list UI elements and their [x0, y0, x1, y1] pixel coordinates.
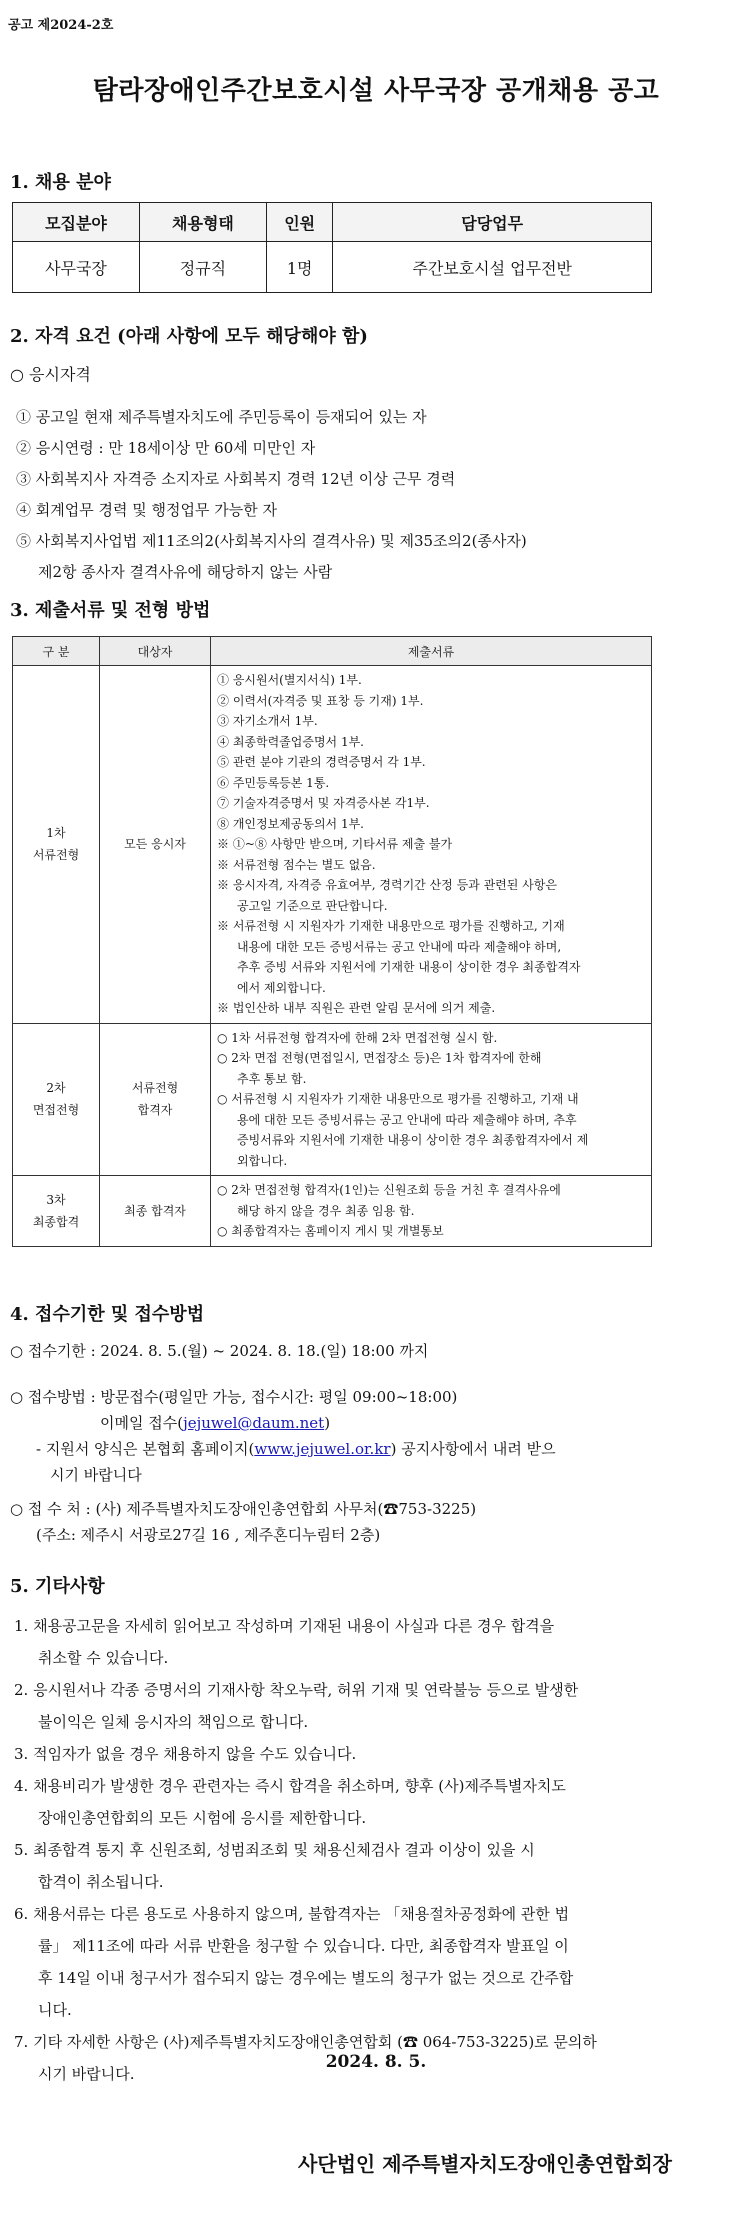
receipt-deadline: ○ 접수기한 : 2024. 8. 5.(월) ~ 2024. 8. 18.(일) 18:00 까지 — [10, 1342, 429, 1360]
header-stage: 구 분 — [13, 637, 100, 666]
table-row — [13, 1023, 652, 1176]
screening-table — [12, 636, 652, 1247]
misc-line: 합격이 취소됩니다. — [38, 1873, 164, 1891]
list-item: ③ 사회복지사 자격증 소지자로 사회복지 경력 12년 이상 근무 경력 — [16, 470, 456, 488]
misc-line: 5. 최종합격 통지 후 신원조회, 성범죄조회 및 채용신체검사 결과 이상이 있을 시 — [14, 1841, 535, 1859]
email-prefix: 이메일 접수( — [100, 1414, 184, 1432]
stage-text: 최종합격 — [32, 1214, 80, 1229]
form-suffix: ) 공지사항에서 내려 받으 — [390, 1440, 556, 1458]
cell-count: 1명 — [266, 242, 332, 293]
doc-line: ③ 자기소개서 1부. — [217, 714, 318, 728]
doc-line: ⑦ 기술자격증명서 및 자격증사본 각1부. — [217, 796, 430, 810]
target-text: 서류전형 — [131, 1081, 179, 1096]
section-receipt: 4. 접수기한 및 접수방법 — [10, 1304, 205, 1325]
section-recruit-field: 1. 채용 분야 — [10, 172, 111, 193]
table-row — [13, 242, 652, 293]
form-prefix: - 지원서 양식은 본협회 홈페이지( — [36, 1440, 255, 1458]
cell-duty: 주간보호시설 업무전반 — [333, 242, 652, 293]
table-row — [13, 666, 652, 1024]
section-qualification: 2. 자격 요건 (아래 사항에 모두 해당해야 함) — [10, 326, 368, 347]
cell-target — [100, 1023, 211, 1176]
receipt-method — [10, 1384, 690, 1488]
target-text: 모든 응시자 — [124, 837, 186, 852]
doc-line: ○ 2차 면접전형 합격자(1인)는 신원조회 등을 거친 후 결격사유에 — [217, 1183, 561, 1197]
misc-line: 취소할 수 있습니다. — [38, 1649, 169, 1667]
doc-line: ○ 1차 서류전형 합격자에 한해 2차 면접전형 실시 함. — [217, 1030, 498, 1045]
misc-line: 3. 적임자가 없을 경우 채용하지 않을 수도 있습니다. — [14, 1745, 357, 1763]
doc-line: ⑥ 주민등록등본 1통. — [217, 775, 330, 790]
page-title: 탐라장애인주간보호시설 사무국장 공개채용 공고 — [92, 76, 660, 106]
form-download-line — [10, 1436, 690, 1462]
target-text: 합격자 — [137, 1103, 173, 1118]
table-row — [13, 1176, 652, 1247]
section-documents: 3. 제출서류 및 전형 방법 — [10, 600, 211, 621]
list-item — [14, 1738, 674, 1770]
doc-line: ○ 최종합격자는 홈페이지 게시 및 개별통보 — [217, 1224, 444, 1238]
doc-line: ※ 서류전형 점수는 별도 없음. — [217, 857, 376, 872]
cell-stage — [13, 1176, 100, 1247]
qualification-list — [16, 402, 656, 588]
doc-line: ※ 서류전형 시 지원자가 기재한 내용만으로 평가를 진행하고, 기재 — [217, 919, 565, 933]
list-item — [14, 1674, 674, 1738]
misc-list — [14, 1610, 674, 2090]
header-docs: 제출서류 — [211, 637, 652, 666]
misc-line: 후 14일 이내 청구서가 접수되지 않는 경우에는 별도의 청구가 없는 것으로 간주합 — [38, 1969, 574, 1987]
notice-date: 2024. 8. 5. — [325, 2052, 427, 2072]
list-item — [14, 1834, 674, 1898]
list-item — [14, 1610, 674, 1674]
cell-type: 정규직 — [139, 242, 266, 293]
doc-line: ④ 최종학력졸업증명서 1부. — [217, 734, 364, 749]
doc-line: 증빙서류와 지원서에 기재한 내용이 상이한 경우 최종합격자에서 제 — [237, 1133, 589, 1147]
doc-line: ※ 법인산하 내부 직원은 관련 알림 문서에 의거 제출. — [217, 1001, 496, 1015]
notice-number: 공고 제2024-2호 — [8, 18, 114, 33]
doc-line: 추후 통보 함. — [237, 1071, 307, 1086]
cell-stage — [13, 666, 100, 1024]
target-text: 최종 합격자 — [124, 1203, 186, 1218]
doc-line: ○ 2차 면접 전형(면접일시, 면접장소 등)은 1차 합격자에 한해 — [217, 1051, 542, 1065]
doc-line: ⑧ 개인정보제공동의서 1부. — [217, 816, 364, 831]
doc-line: 내용에 대한 모든 증빙서류는 공고 안내에 따라 제출해야 하며, — [237, 939, 562, 954]
doc-line: 에서 제외합니다. — [237, 980, 326, 995]
doc-line: ① 응시원서(별지서식) 1부. — [217, 673, 362, 687]
misc-line: 4. 채용비리가 발생한 경우 관련자는 즉시 합격을 취소하며, 향후 (사)제주특별자치도 — [14, 1777, 566, 1795]
doc-line: ※ ①~⑧ 사항만 받으며, 기타서류 제출 불가 — [217, 837, 453, 851]
cell-docs — [211, 1023, 652, 1176]
doc-line: 외합니다. — [237, 1153, 288, 1168]
cell-docs — [211, 666, 652, 1024]
doc-line: 추후 증빙 서류와 지원서에 기재한 내용이 상이한 경우 최종합격자 — [237, 960, 581, 974]
doc-line: ② 이력서(자격증 및 표창 등 기재) 1부. — [217, 693, 424, 708]
receipt-place — [10, 1496, 690, 1548]
cell-target — [100, 666, 211, 1024]
header-type: 채용형태 — [139, 203, 266, 242]
misc-line: 2. 응시원서나 각종 증명서의 기재사항 착오누락, 허위 기재 및 연락불능 등으로 발생한 — [14, 1681, 579, 1699]
stage-text: 2차 — [46, 1081, 66, 1096]
header-count: 인원 — [266, 203, 332, 242]
doc-line: ○ 서류전형 시 지원자가 기재한 내용만으로 평가를 진행하고, 기재 내 — [217, 1092, 579, 1106]
stage-text: 1차 — [46, 826, 66, 841]
receipt-method-line: ○ 접수방법 : 방문접수(평일만 가능, 접수시간: 평일 09:00~18:00) — [10, 1388, 458, 1406]
misc-line: 6. 채용서류는 다른 용도로 사용하지 않으며, 불합격자는 「채용절차공정화에 관한 법 — [14, 1905, 570, 1923]
section-misc: 5. 기타사항 — [10, 1576, 105, 1597]
form-download-line-2: 시기 바랍니다 — [50, 1466, 142, 1484]
misc-line: 1. 채용공고문을 자세히 읽어보고 작성하며 기재된 내용이 사실과 다른 경우 합격을 — [14, 1617, 555, 1635]
stage-text: 면접전형 — [32, 1103, 80, 1118]
receipt-place-line: ○ 접 수 처 : (사) 제주특별자치도장애인총연합회 사무처(☎753-3225) — [10, 1500, 477, 1518]
header-target: 대상자 — [100, 637, 211, 666]
cell-docs — [211, 1176, 652, 1247]
list-item: ② 응시연령 : 만 18세이상 만 60세 미만인 자 — [16, 439, 316, 457]
doc-line: ⑤ 관련 분야 기관의 경력증명서 각 1부. — [217, 755, 426, 769]
email-link[interactable]: jejuwel@daum.net — [183, 1414, 325, 1432]
cell-target — [100, 1176, 211, 1247]
receipt-email-line — [10, 1410, 690, 1436]
misc-line: 불이익은 일체 응시자의 책임으로 합니다. — [38, 1713, 309, 1731]
cell-field: 사무국장 — [13, 242, 140, 293]
doc-line: ※ 응시자격, 자격증 유효여부, 경력기간 산정 등과 관련된 사항은 — [217, 878, 557, 892]
doc-line: 해당 하지 않을 경우 최종 임용 함. — [237, 1203, 415, 1218]
list-item: 제2항 종사자 결격사유에 해당하지 않는 사람 — [38, 563, 333, 581]
stage-text: 서류전형 — [32, 848, 80, 863]
table-header-row — [13, 203, 652, 242]
list-item: ④ 회계업무 경력 및 행정업무 가능한 자 — [16, 501, 277, 519]
header-duty: 담당업무 — [333, 203, 652, 242]
misc-line: 장애인총연합회의 모든 시험에 응시를 제한합니다. — [38, 1809, 367, 1827]
signature: 사단법인 제주특별자치도장애인총연합회장 — [297, 2152, 672, 2176]
doc-line: 공고일 기준으로 판단합니다. — [237, 898, 388, 913]
table-header-row — [13, 637, 652, 666]
list-item: ① 공고일 현재 제주특별자치도에 주민등록이 등재되어 있는 자 — [16, 408, 427, 426]
homepage-link[interactable]: www.jejuwel.or.kr — [254, 1440, 391, 1458]
misc-line: 률」 제11조에 따라 서류 반환을 청구할 수 있습니다. 다만, 최종합격자 발표일 이 — [38, 1937, 569, 1955]
qualification-label: ○ 응시자격 — [10, 365, 91, 384]
list-item: ⑤ 사회복지사업법 제11조의2(사회복지사의 결격사유) 및 제35조의2(종사자) — [16, 532, 527, 550]
misc-line: 시기 바랍니다. — [38, 2065, 135, 2083]
stage-text: 3차 — [46, 1192, 66, 1207]
list-item — [14, 1898, 674, 2026]
doc-line: 용에 대한 모든 증빙서류는 공고 안내에 따라 제출해야 하며, 추후 — [237, 1112, 577, 1127]
misc-line: 니다. — [38, 2001, 72, 2019]
receipt-address-line: (주소: 제주시 서광로27길 16 , 제주혼디누림터 2층) — [36, 1526, 381, 1544]
header-field: 모집분야 — [13, 203, 140, 242]
list-item — [14, 1770, 674, 1834]
recruit-table — [12, 202, 652, 293]
email-suffix: ) — [324, 1414, 331, 1432]
misc-line: 7. 기타 자세한 사항은 (사)제주특별자치도장애인총연합회 (☎ 064-753-3225)로 문의하 — [14, 2033, 597, 2051]
cell-stage — [13, 1023, 100, 1176]
